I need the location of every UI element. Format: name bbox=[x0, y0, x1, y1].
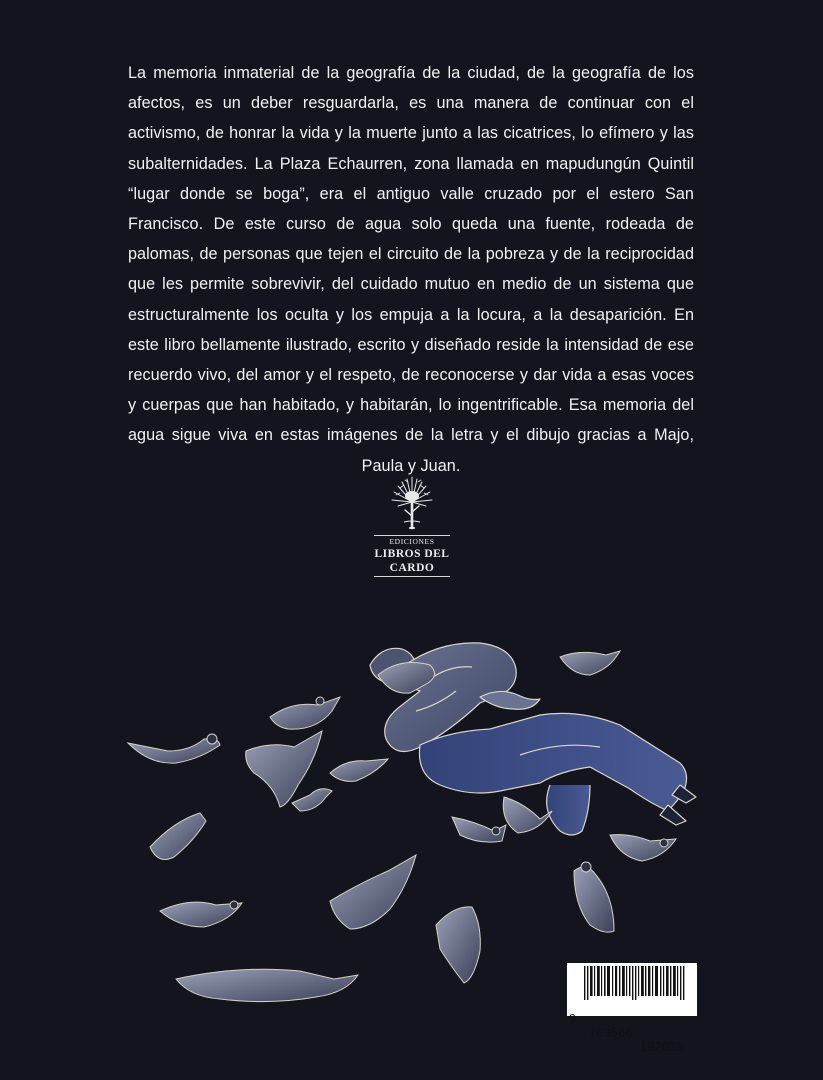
bird bbox=[436, 907, 480, 983]
publisher-logo bbox=[372, 476, 452, 578]
thistle-tree-icon bbox=[388, 476, 436, 530]
publisher-name-line2: LIBROS DEL bbox=[374, 548, 450, 560]
back-cover-blurb: La memoria inmaterial de la geografía de la ciudad, de la geografía de los afectos, es un deber resguardarla, es una manera de continuar con el activismo, de honrar la vida y la muerte junto a las cicatrices, lo efímero y las subalternidades. La Plaza Echaurren, zona llamada en mapudungún Quintil “lugar donde se boga”, era el antiguo valle cruzado por el estero San Francisco. De este curso de agua solo queda una fuente, rodeada de palomas, de personas que tejen el circuito de la pobreza y de la reciprocidad que les permite sobrevivir, del cuidado mutuo en medio de un sistema que estructuralmente los oculta y los empuja a la locura, a la desaparición. En este libro bellamente ilustrado, escrito y diseñado reside la intensidad de ese recuerdo vivo, del amor y el respeto, de reconocerse y dar vida a esas voces y cuerpas que han habitado, y habitarán, lo ingentrificable. Esa memoria del agua sigue viva en estas imágenes de la letra y el dibujo gracias a Majo, Paula y Juan. bbox=[128, 64, 694, 475]
bird bbox=[292, 789, 332, 811]
bird bbox=[176, 969, 358, 1001]
logo-divider-bottom bbox=[374, 576, 450, 577]
bird bbox=[610, 835, 676, 861]
bird bbox=[150, 813, 206, 859]
bird bbox=[330, 759, 388, 781]
isbn-digits-left: 789566 bbox=[589, 1026, 634, 1040]
isbn-digit-first: 9 bbox=[569, 1012, 576, 1026]
isbn-digits-right: 192039 bbox=[640, 1040, 685, 1054]
birds-flock bbox=[128, 651, 676, 1002]
isbn-digits bbox=[567, 998, 697, 1068]
bird bbox=[574, 867, 614, 932]
barcode-bars bbox=[570, 966, 694, 1000]
publisher-name-line3: CARDO bbox=[389, 562, 435, 574]
bird bbox=[270, 697, 340, 729]
bird bbox=[503, 797, 552, 833]
cover-illustration bbox=[120, 635, 710, 1015]
publisher-name bbox=[372, 536, 452, 575]
isbn-barcode bbox=[567, 963, 697, 1054]
bird bbox=[560, 651, 620, 675]
publisher-name-line1: EDICIONES bbox=[389, 537, 435, 546]
bird bbox=[128, 739, 220, 764]
bird bbox=[330, 855, 416, 929]
